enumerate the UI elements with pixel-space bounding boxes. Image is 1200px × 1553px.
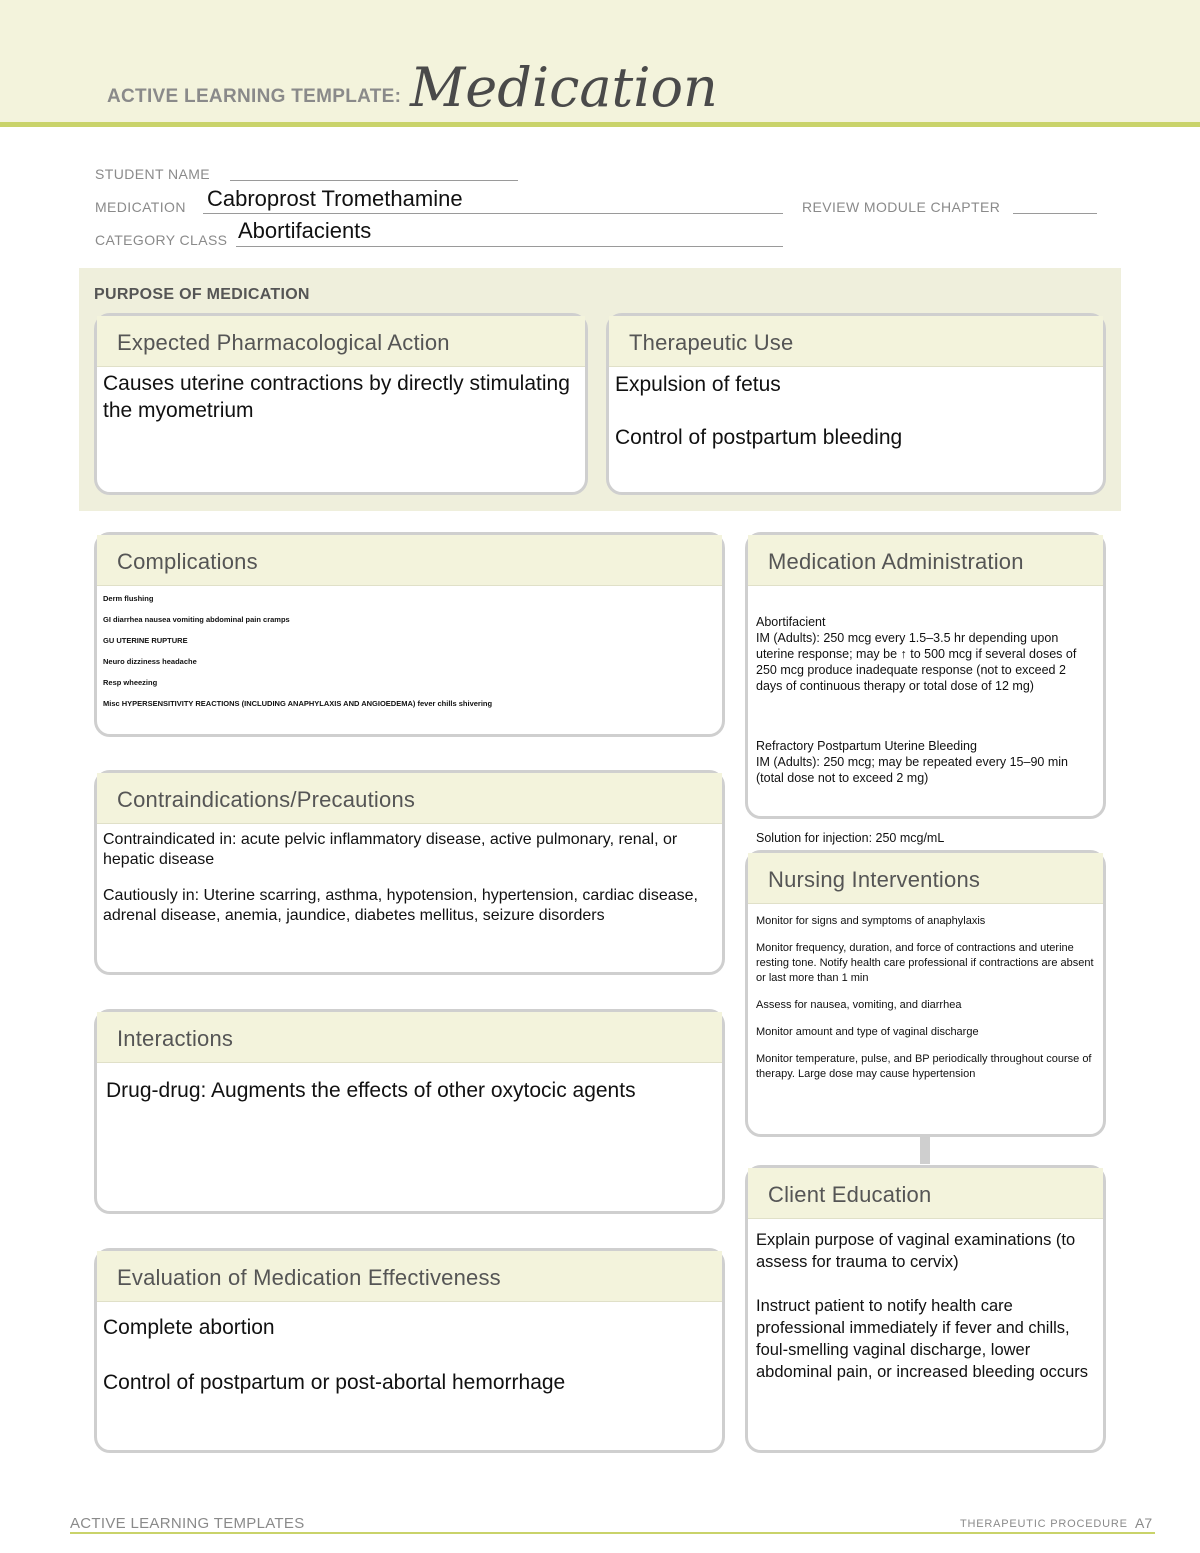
complication-line: GU UTERINE RUPTURE: [103, 636, 188, 645]
purpose-title: PURPOSE OF MEDICATION: [94, 286, 310, 303]
contraindications-paragraph: Contraindicated in: acute pelvic inflammatory disease, active pulmonary, renal, or hepatic disease: [103, 831, 678, 868]
expected-action-title: Expected Pharmacological Action: [117, 330, 450, 355]
complications-title: Complications: [117, 549, 258, 574]
category-class-field[interactable]: [236, 246, 783, 247]
contraindications-title: Contraindications/Precautions: [117, 787, 416, 812]
administration-body[interactable]: [748, 586, 1103, 862]
expected-action-text[interactable]: Causes uterine contractions by directly stimulating the myometrium: [103, 372, 570, 422]
administration-paragraph: Abortifacient IM (Adults): 250 mcg every 1.5–3.5 hr depending upon uterine response; may be ↑ to 500 mcg if several doses of 250 mcg produce inadequate response (not to exceed 2 days of continuous therapy or total dose of 12 mg): [756, 615, 1077, 693]
footer-right: THERAPEUTIC PROCEDURE: [960, 1518, 1128, 1530]
complications-body[interactable]: [97, 586, 722, 714]
administration-title: Medication Administration: [768, 549, 1024, 574]
review-module-label: REVIEW MODULE CHAPTER: [802, 199, 1001, 215]
footer-rule: [70, 1532, 1155, 1534]
nursing-paragraph: Monitor temperature, pulse, and BP periodically throughout course of therapy. Large dose may cause hypertension: [756, 1053, 1092, 1080]
page-number: A7: [1135, 1515, 1153, 1531]
interactions-title: Interactions: [117, 1026, 234, 1051]
education-header: [748, 1168, 1103, 1219]
contraindications-body[interactable]: [97, 824, 722, 926]
complication-line: Resp wheezing: [103, 678, 158, 687]
medication-value: Cabroprost Tromethamine: [207, 186, 463, 211]
education-box: [745, 1165, 1106, 1453]
evaluation-header: [97, 1251, 722, 1302]
education-title: Client Education: [768, 1182, 932, 1207]
interactions-header: [97, 1012, 722, 1063]
template-label: ACTIVE LEARNING TEMPLATE:: [107, 86, 402, 107]
page-title: Medication: [410, 56, 718, 119]
interactions-text[interactable]: Drug-drug: Augments the effects of other oxytocic agents: [106, 1079, 636, 1102]
evaluation-body[interactable]: [97, 1302, 722, 1396]
complications-header: [97, 535, 722, 586]
education-paragraph: Instruct patient to notify health care professional immediately if fever and chills, foul-smelling vaginal discharge, lower abdominal pain, or increased bleeding occurs: [756, 1297, 1089, 1381]
nursing-paragraph: Assess for nausea, vomiting, and diarrhea: [756, 999, 962, 1011]
nursing-title: Nursing Interventions: [768, 867, 981, 892]
nursing-paragraph: Monitor frequency, duration, and force of contractions and uterine resting tone. Notify health care professional if contractions are absent or last more than 1 min: [756, 942, 1094, 984]
interactions-box: [94, 1009, 725, 1214]
nursing-header: [748, 853, 1103, 904]
therapeutic-use-line: Expulsion of fetus: [615, 373, 781, 396]
education-body[interactable]: [748, 1219, 1103, 1383]
expected-action-header: [97, 316, 585, 367]
category-class-label: CATEGORY CLASS: [95, 232, 228, 248]
review-module-field[interactable]: [1013, 213, 1097, 214]
complications-box: [94, 532, 725, 737]
nursing-paragraph: Monitor amount and type of vaginal discharge: [756, 1026, 979, 1038]
student-name-label: STUDENT NAME: [95, 166, 210, 182]
contraindications-box: [94, 770, 725, 975]
medication-field[interactable]: [203, 213, 783, 214]
complication-line: Derm flushing: [103, 594, 154, 603]
nursing-body[interactable]: [748, 904, 1103, 1082]
evaluation-line: Complete abortion: [103, 1316, 275, 1339]
therapeutic-use-line: Control of postpartum bleeding: [615, 426, 903, 449]
evaluation-box: [94, 1248, 725, 1453]
medication-label: MEDICATION: [95, 199, 186, 215]
administration-paragraph: Solution for injection: 250 mcg/mL: [756, 831, 945, 845]
nursing-box: [745, 850, 1106, 1137]
complication-line: GI diarrhea nausea vomiting abdominal pain cramps: [103, 615, 290, 624]
administration-box: [745, 532, 1106, 845]
header-rule: [0, 122, 1200, 127]
evaluation-line: Control of postpartum or post-abortal hemorrhage: [103, 1371, 566, 1394]
therapeutic-use-title: Therapeutic Use: [629, 330, 794, 355]
box-connector: [920, 1136, 930, 1164]
nursing-paragraph: Monitor for signs and symptoms of anaphylaxis: [756, 915, 986, 927]
category-class-value: Abortifacients: [238, 218, 372, 243]
contraindications-paragraph: Cautiously in: Uterine scarring, asthma, hypotension, hypertension, cardiac disease, adrenal disease, anemia, jaundice, diabetes mellitus, seizure disorders: [103, 887, 698, 924]
evaluation-title: Evaluation of Medication Effectiveness: [117, 1265, 501, 1290]
complication-line: Neuro dizziness headache: [103, 657, 197, 666]
therapeutic-use-header: [609, 316, 1103, 367]
therapeutic-use-body[interactable]: [609, 367, 1103, 451]
therapeutic-use-box: [606, 313, 1106, 495]
complication-line: Misc HYPERSENSITIVITY REACTIONS (INCLUDING ANAPHYLAXIS AND ANGIOEDEMA) fever chills shivering: [103, 699, 493, 708]
expected-action-box: [94, 313, 588, 495]
administration-paragraph: Refractory Postpartum Uterine Bleeding IM (Adults): 250 mcg; may be repeated every 15–90 min (total dose not to exceed 2 mg): [756, 739, 1068, 785]
student-name-field[interactable]: [230, 180, 518, 181]
education-paragraph: Explain purpose of vaginal examinations (to assess for trauma to cervix): [756, 1231, 1076, 1271]
footer-left: ACTIVE LEARNING TEMPLATES: [70, 1515, 305, 1532]
administration-header: [748, 535, 1103, 586]
contraindications-header: [97, 773, 722, 824]
